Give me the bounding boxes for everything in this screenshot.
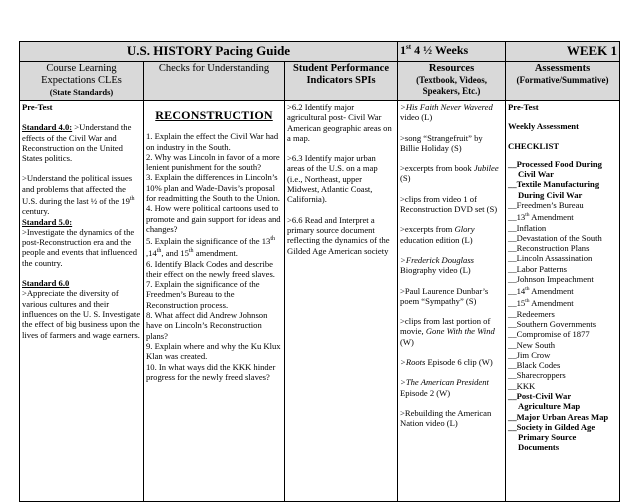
checklist-item: __Inflation [508, 222, 547, 233]
check-item-2: 2. Why was Lincoln in favor of a more lenient punishment for the south? [146, 151, 280, 173]
checklist-item: __Freedmen’s Bureau [508, 200, 584, 211]
checklist-item: __Society in Gilded Age [508, 421, 596, 432]
guide-title: U.S. HISTORY Pacing Guide [20, 42, 398, 62]
cle-cell [20, 101, 144, 502]
check-item-8: 8. What affect did Andrew Johnson have on Lincoln’s Reconstruction plans? [146, 310, 268, 341]
standard-4: Standard 4.0: >Understand the effects of the Civil War and Reconstruction on the United States politics. [22, 122, 132, 164]
assessments-cell [506, 101, 620, 502]
content-row [20, 101, 620, 502]
standard-5: Standard 5.0: [22, 216, 73, 227]
check-item-10: 10. In what ways did the KKK hinder progress for the newly freed slaves? [146, 361, 276, 382]
checklist-item: __Textile Manufacturing [508, 179, 600, 190]
resource-item: >excerpts from book Jubilee (S) [400, 163, 499, 184]
header-checks: Checks for Understanding [144, 62, 285, 101]
checklist-item: __14th Amendment [508, 286, 574, 297]
checklist-item: During Civil War [518, 189, 583, 200]
standard-4-b: >Understand the political issues and problems that affected the U.S. during the last ½ of the 19th century. [22, 173, 135, 217]
header-spis: Student Performance Indicators SPIs [285, 62, 398, 101]
cle-pretest: Pre-Test [22, 102, 53, 112]
spi-cell [285, 101, 398, 502]
check-item-5: 5. Explain the significance of the 13th ,14th, and 15th amendment. [146, 236, 276, 259]
assess-pretest: Pre-Test [508, 102, 539, 112]
checklist [508, 159, 617, 453]
spi-item: >6.3 Identify major urban areas of the U.S. on a map (i.e., Northeast, upper Midwest, Atlantic Coast, California). [287, 153, 378, 205]
header-resources: Resources (Textbook, Videos, Speakers, Etc.) [398, 62, 506, 101]
checklist-item: __Jim Crow [508, 349, 551, 360]
checklist-item: __Lincoln Assassination [508, 253, 593, 264]
checklist-item: __Compromise of 1877 [508, 329, 590, 340]
checklist-item: __Post-Civil War [508, 391, 572, 401]
checklist-item: __Johnson Impeachment [508, 274, 594, 285]
spi-item: >6.6 Read and Interpret a primary source document reflecting the dynamics of the Gilded Age American society [287, 214, 390, 256]
reconstruction-heading: RECONSTRUCTION [155, 108, 273, 122]
check-item-4: 4. How were political cartoons used to promote and gain support for ideas and changes? [146, 203, 281, 234]
pacing-guide-table [19, 41, 620, 502]
checklist-item: __15th Amendment [508, 298, 574, 309]
column-header-row [20, 62, 620, 101]
checklist-item: __Processed Food During [508, 158, 602, 169]
checklist-item: __Southern Governments [508, 318, 597, 329]
checklist-item: __Devastation of the South [508, 232, 602, 243]
resources-cell [398, 101, 506, 502]
check-item-7: 7. Explain the significance of the Freedmen’s Bureau to the Reconstruction process. [146, 279, 260, 310]
spi-item: >6.2 Identify major agricultural post- Civil War American geographic areas on a map. [287, 102, 392, 143]
resource-item: >The American President Episode 2 (W) [400, 377, 489, 398]
checklist-item: __KKK [508, 380, 536, 391]
resource-item: >His Faith Never Wavered video (L) [400, 102, 493, 123]
checklist-item: __Major Urban Areas Map [508, 411, 609, 422]
checks-cell [144, 101, 285, 502]
resource-item: >song “Strangefruit” by Billie Holiday (S) [400, 132, 483, 153]
checklist-item: Agriculture Map [518, 401, 581, 412]
weekly-assessment: Weekly Assessment [508, 121, 579, 132]
header-cles: Course Learning Expectations CLEs (State Standards) [20, 62, 144, 101]
title-row [20, 42, 620, 62]
resource-item: >clips from last portion of movie, Gone With the Wind (W) [400, 316, 495, 347]
standard-5-text: >Investigate the dynamics of the post-Reconstruction era and the people and events that influenced the country. [22, 226, 138, 268]
checklist-item: __Sharecroppers [508, 370, 566, 381]
checklist-item: Documents [518, 442, 560, 453]
check-item-1: 1. Explain the effect the Civil War had on industry in the South. [146, 131, 279, 152]
resource-item: >Frederick Douglass Biography video (L) [400, 254, 475, 276]
check-item-9: 9. Explain where and why the Ku Klux Klan was created. [146, 340, 281, 362]
resource-item: >Rebuilding the American Nation video (L) [400, 407, 492, 429]
standard-6: Standard 6.0 [22, 278, 70, 289]
checklist-item: __Black Codes [508, 360, 561, 371]
checklist-item: Primary Source [518, 432, 577, 443]
checklist-item: __New South [508, 339, 556, 350]
week-number: WEEK 1 [506, 42, 620, 62]
resource-item: >excerpts from Glory education edition (L) [400, 224, 475, 245]
check-item-3: 3. Explain the differences in Lincoln’s 10% plan and Wade-Davis’s proposal for readmitting the South to the Union. [146, 172, 280, 204]
resource-item: >clips from video 1 of Reconstruction DVD set (S) [400, 193, 498, 215]
check-item-6: 6. Identify Black Codes and describe their effect on the newly freed slaves. [146, 258, 275, 279]
checklist-heading: CHECKLIST [508, 140, 560, 151]
checklist-item: __Reconstruction Plans [508, 243, 590, 254]
resource-item: >Paul Laurence Dunbar’s poem “Sympathy” (S) [400, 285, 489, 306]
checklist-item: __Labor Patterns [508, 263, 567, 274]
standard-6-text: >Appreciate the diversity of various cultures and their influences on the U. S. Investigate the effect of big business upon the lives of farmers and wage earners. [22, 288, 141, 340]
resource-item: >Roots Episode 6 clip (W) [400, 357, 493, 368]
weeks-duration: 1st 4 ½ Weeks [398, 42, 506, 62]
header-assessments: Assessments (Formative/Summative) [506, 62, 620, 101]
checklist-item: __Redeemers [508, 308, 555, 319]
checklist-item: Civil War [518, 169, 554, 180]
checklist-item: __13th Amendment [508, 212, 574, 223]
